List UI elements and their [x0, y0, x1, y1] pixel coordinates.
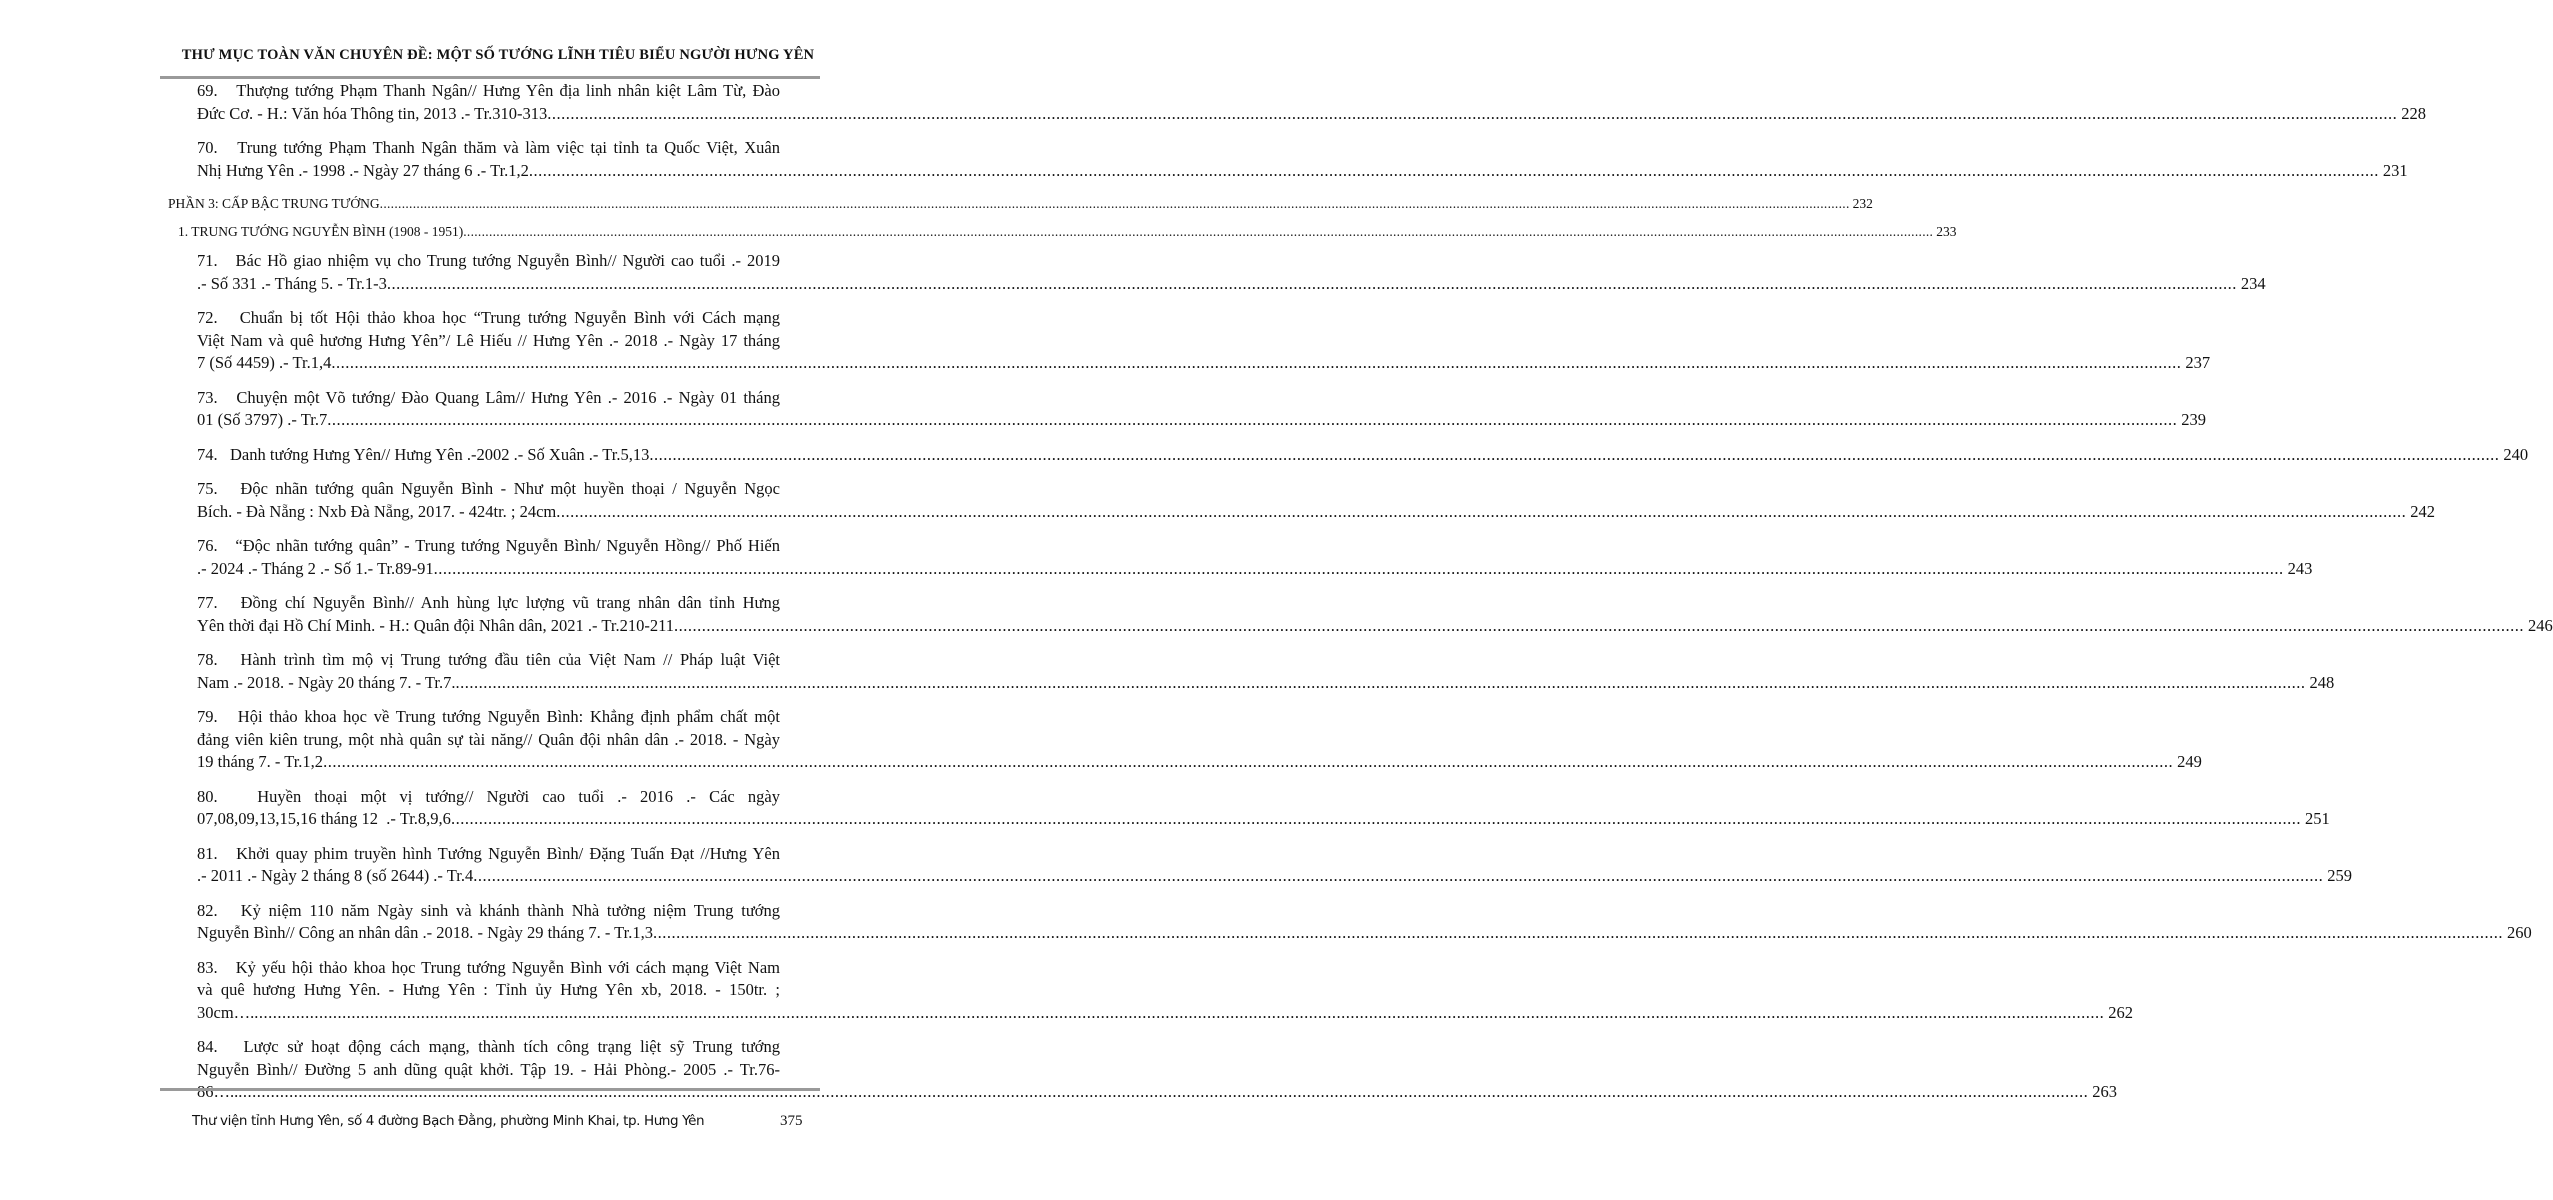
entry-text: 7 (Số 4459) .- Tr.1,4 — [197, 353, 332, 372]
footer-address: Thư viện tỉnh Hưng Yên, số 4 đường Bạch Đằng, phường Minh Khai, tp. Hưng Yên — [192, 1113, 705, 1129]
entry-last-line — [197, 808, 2330, 831]
toc-entry[interactable] — [197, 843, 2352, 888]
toc-entry[interactable] — [197, 444, 2529, 467]
entry-page: 234 — [2240, 273, 2266, 293]
entry-page: 242 — [2410, 501, 2436, 521]
entry-page: 228 — [2401, 103, 2427, 123]
entry-last-line — [197, 273, 2266, 296]
entry-last-line — [197, 558, 2313, 581]
toc-entry[interactable] — [197, 786, 2330, 831]
subsection-title: 1. TRUNG TƯỚNG NGUYỄN BÌNH (1908 - 1951) — [178, 224, 464, 239]
toc-entry[interactable] — [197, 478, 2436, 523]
leader-dots: ................................................................................................................................................................................................................................................................................................................................................................................................................ — [473, 866, 2324, 885]
entry-text: Bích. - Đà Nẵng : Nxb Đà Nẵng, 2017. - 424tr. ; 24cm — [197, 501, 557, 521]
entry-page: 240 — [2503, 444, 2529, 464]
leader-dots: ................................................................................................................................................................................................................................................................................................................................................................................................................ — [463, 224, 1934, 239]
header-divider — [160, 76, 820, 79]
entry-text: 19 tháng 7. - Tr.1,2 — [197, 752, 324, 771]
entry-line: 82. Kỷ niệm 110 năm Ngày sinh và khánh thành Nhà tưởng niệm Trung tướng — [197, 900, 780, 920]
entry-text: 01 (Số 3797) .- Tr.7 — [197, 410, 328, 429]
entry-page: 231 — [2382, 160, 2408, 180]
entry-last-line — [197, 1081, 2117, 1104]
toc-entries — [168, 250, 2553, 1104]
toc-entry[interactable] — [197, 137, 2408, 182]
entry-line: đảng viên kiên trung, một nhà quân sự tài năng// Quân đội nhân dân .- 2018. - Ngày — [197, 729, 780, 749]
leader-dots: ................................................................................................................................................................................................................................................................................................................................................................................................................ — [528, 160, 2379, 180]
entry-page: 260 — [2507, 923, 2532, 942]
leader-dots: ................................................................................................................................................................................................................................................................................................................................................................................................................ — [327, 410, 2178, 429]
entry-text: Nguyễn Bình// Công an nhân dân .- 2018. - Ngày 29 tháng 7. - Tr.1,3 — [197, 923, 654, 942]
entry-line: Nguyễn Bình// Đường 5 anh dũng quật khởi. Tập 19. - Hải Phòng.- 2005 .- Tr.76- — [197, 1059, 780, 1079]
footer-divider — [160, 1088, 820, 1091]
entry-last-line — [197, 103, 2427, 126]
toc-entry[interactable] — [197, 649, 2335, 694]
toc-entry[interactable] — [197, 957, 2134, 1025]
entry-line: 70. Trung tướng Phạm Thanh Ngân thăm và làm việc tại tỉnh ta Quốc Việt, Xuân — [197, 138, 780, 157]
entry-line: 71. Bác Hồ giao nhiệm vụ cho Trung tướng Nguyễn Bình// Người cao tuổi .- 2019 — [197, 251, 780, 270]
toc-entry[interactable] — [197, 706, 2202, 774]
entry-line: 78. Hành trình tìm mộ vị Trung tướng đầu tiên của Việt Nam // Pháp luật Việt — [197, 650, 780, 669]
entry-line: 79. Hội thảo khoa học về Trung tướng Nguyễn Bình: Khẳng định phẩm chất một — [197, 707, 780, 726]
entry-line: 77. Đồng chí Nguyễn Bình// Anh hùng lực lượng vũ trang nhân dân tỉnh Hưng — [197, 593, 780, 612]
leader-dots: ................................................................................................................................................................................................................................................................................................................................................................................................................ — [653, 923, 2504, 942]
entry-text: Đức Cơ. - H.: Văn hóa Thông tin, 2013 .- Tr.310-313 — [197, 103, 548, 123]
entry-line: 73. Chuyện một Võ tướng/ Đào Quang Lâm// Hưng Yên .- 2016 .- Ngày 01 tháng — [197, 387, 780, 407]
subsection-heading[interactable] — [178, 222, 1957, 242]
entry-last-line — [197, 615, 2553, 638]
toc-entry[interactable] — [197, 1036, 2117, 1104]
leader-dots: ................................................................................................................................................................................................................................................................................................................................................................................................................ — [386, 273, 2237, 293]
entry-page: 239 — [2181, 410, 2206, 429]
entry-last-line — [197, 1002, 2134, 1025]
entry-page: 251 — [2304, 809, 2330, 828]
entry-last-line — [197, 352, 2211, 375]
entry-page: 249 — [2177, 752, 2202, 771]
entry-page: 259 — [2327, 866, 2352, 885]
entry-text: .- Số 331 .- Tháng 5. - Tr.1-3 — [197, 273, 387, 293]
entry-line: 81. Khởi quay phim truyền hình Tướng Nguyễn Bình/ Đặng Tuấn Đạt //Hưng Yên — [197, 843, 780, 863]
subsection-page: 233 — [1936, 224, 1957, 239]
section-heading[interactable] — [168, 194, 1873, 214]
entry-last-line — [197, 865, 2352, 888]
toc-entry[interactable] — [197, 387, 2206, 432]
entry-line: 80. Huyền thoại một vị tướng// Người cao tuổi .- 2016 .- Các ngày — [197, 786, 780, 806]
entry-text: 86….. — [197, 1082, 239, 1101]
entry-last-line — [197, 409, 2206, 432]
entry-text: Nhị Hưng Yên .- 1998 .- Ngày 27 tháng 6 .- Tr.1,2 — [197, 160, 529, 180]
entry-page: 237 — [2185, 353, 2211, 372]
entry-page: 262 — [2108, 1002, 2134, 1022]
toc-entry[interactable] — [197, 80, 2427, 125]
toc-entry[interactable] — [197, 307, 2211, 375]
entry-text: Nam .- 2018. - Ngày 20 tháng 7. - Tr.7. — [197, 672, 456, 692]
entry-last-line — [197, 160, 2408, 183]
leader-dots: ................................................................................................................................................................................................................................................................................................................................................................................................................ — [323, 752, 2174, 771]
section-page: 232 — [1852, 196, 1873, 211]
leader-dots: ................................................................................................................................................................................................................................................................................................................................................................................................................ — [433, 558, 2284, 578]
page-number: 375 — [780, 1113, 803, 1129]
leader-dots: ................................................................................................................................................................................................................................................................................................................................................................................................................ — [238, 1082, 2089, 1101]
entry-text: .- 2011 .- Ngày 2 tháng 8 (số 2644) .- Tr.4 — [197, 866, 474, 885]
toc-entries-top — [168, 80, 2427, 182]
entry-line: 69. Thượng tướng Phạm Thanh Ngân// Hưng Yên địa linh nhân kiệt Lâm Từ, Đào — [197, 81, 780, 100]
entry-text: 74. Danh tướng Hưng Yên// Hưng Yên .-2002 .- Số Xuân .- Tr.5,13 — [197, 444, 650, 464]
leader-dots: ................................................................................................................................................................................................................................................................................................................................................................................................................ — [649, 444, 2500, 464]
entry-last-line — [197, 922, 2532, 945]
entry-page: 246 — [2527, 615, 2553, 635]
entry-page: 263 — [2092, 1082, 2117, 1101]
entry-line: và quê hương Hưng Yên. - Hưng Yên : Tỉnh ủy Hưng Yên xb, 2018. - 150tr. ; — [197, 980, 780, 999]
entry-last-line — [197, 444, 2529, 467]
toc-entry[interactable] — [197, 900, 2532, 945]
toc-entry[interactable] — [197, 535, 2313, 580]
entry-line: 72. Chuẩn bị tốt Hội thảo khoa học “Trung tướng Nguyễn Bình với Cách mạng — [197, 308, 780, 327]
entry-line: 84. Lược sử hoạt động cách mạng, thành tích công trạng liệt sỹ Trung tướng — [197, 1037, 780, 1056]
entry-line: Việt Nam và quê hương Hưng Yên”/ Lê Hiếu // Hưng Yên .- 2018 .- Ngày 17 tháng — [197, 330, 780, 350]
toc-entry[interactable] — [197, 592, 2553, 637]
leader-dots: ................................................................................................................................................................................................................................................................................................................................................................................................................ — [379, 196, 1850, 211]
leader-dots: ................................................................................................................................................................................................................................................................................................................................................................................................................ — [450, 809, 2301, 828]
toc-content — [168, 80, 2553, 1116]
leader-dots: ................................................................................................................................................................................................................................................................................................................................................................................................................ — [673, 615, 2524, 635]
leader-dots: ................................................................................................................................................................................................................................................................................................................................................................................................................ — [547, 103, 2398, 123]
entry-line: 83. Kỷ yếu hội thảo khoa học Trung tướng Nguyễn Bình với cách mạng Việt Nam — [197, 957, 780, 977]
entry-text: 07,08,09,13,15,16 tháng 12 .- Tr.8,9,6 — [197, 809, 451, 828]
page-header-title: THƯ MỤC TOÀN VĂN CHUYÊN ĐỀ: MỘT SỐ TƯỚNG LĨNH TIÊU BIỂU NGƯỜI HƯNG YÊN — [181, 47, 815, 63]
toc-entry[interactable] — [197, 250, 2266, 295]
entry-page: 243 — [2287, 558, 2313, 578]
entry-text: Yên thời đại Hồ Chí Minh. - H.: Quân đội Nhân dân, 2021 .- Tr.210-211 — [197, 615, 674, 635]
leader-dots: ................................................................................................................................................................................................................................................................................................................................................................................................................ — [556, 501, 2407, 521]
entry-text: 30cm…. — [197, 1002, 255, 1022]
leader-dots: ................................................................................................................................................................................................................................................................................................................................................................................................................ — [455, 672, 2306, 692]
leader-dots: ................................................................................................................................................................................................................................................................................................................................................................................................................ — [331, 353, 2182, 372]
entry-line: 75. Độc nhãn tướng quân Nguyễn Bình - Như một huyền thoại / Nguyễn Ngọc — [197, 479, 780, 498]
entry-text: .- 2024 .- Tháng 2 .- Số 1.- Tr.89-91 — [197, 558, 434, 578]
section-title: PHẦN 3: CẤP BẬC TRUNG TƯỚNG — [168, 196, 380, 211]
entry-page: 248 — [2309, 672, 2335, 692]
entry-line: 76. “Độc nhãn tướng quân” - Trung tướng Nguyễn Bình/ Nguyễn Hồng// Phố Hiến — [197, 536, 780, 555]
entry-last-line — [197, 751, 2202, 774]
entry-last-line — [197, 501, 2436, 524]
entry-last-line — [197, 672, 2335, 695]
leader-dots: ................................................................................................................................................................................................................................................................................................................................................................................................................ — [254, 1002, 2105, 1022]
